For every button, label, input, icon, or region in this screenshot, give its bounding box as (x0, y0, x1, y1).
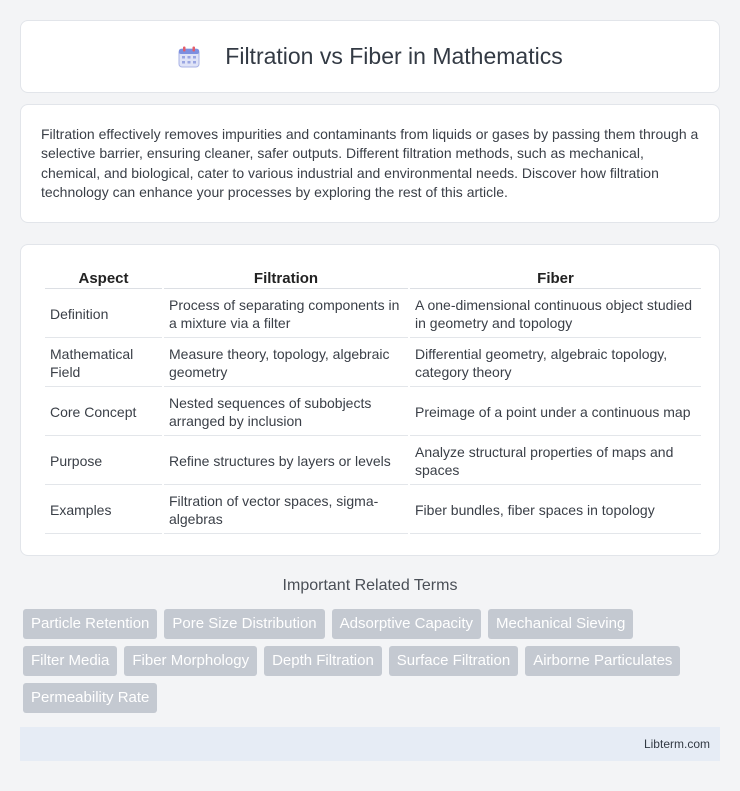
tag-mechanical-sieving[interactable]: Mechanical Sieving (488, 609, 633, 639)
table-cell: Definition (45, 291, 162, 338)
comparison-table-card (20, 244, 720, 556)
table-row (45, 291, 701, 338)
table-cell: Core Concept (45, 389, 162, 436)
tag-filter-media[interactable]: Filter Media (23, 646, 117, 676)
table-cell: Process of separating components in a mixture via a filter (164, 291, 408, 338)
tag-particle-retention[interactable]: Particle Retention (23, 609, 157, 639)
tag-depth-filtration[interactable]: Depth Filtration (264, 646, 382, 676)
table-row (45, 438, 701, 485)
intro-card (20, 104, 720, 223)
tag-fiber-morphology[interactable]: Fiber Morphology (124, 646, 257, 676)
calendar-icon (177, 45, 201, 69)
table-cell: Refine structures by layers or levels (164, 438, 408, 485)
header-card (20, 20, 720, 93)
table-cell: Fiber bundles, fiber spaces in topology (410, 487, 701, 534)
footer (20, 727, 720, 761)
tag-adsorptive-capacity[interactable]: Adsorptive Capacity (332, 609, 481, 639)
table-cell: Purpose (45, 438, 162, 485)
table-cell: Measure theory, topology, algebraic geometry (164, 340, 408, 387)
table-cell: Analyze structural properties of maps and spaces (410, 438, 701, 485)
header-fiber: Fiber (410, 267, 701, 289)
comparison-table (43, 265, 703, 536)
intro-paragraph: Filtration effectively removes impurities and contaminants from liquids or gases by passing them through a selective barrier, ensuring cleaner, safer outputs. Different filtration methods, such as mechanical, chemical, and biological, cater to various industrial and environmental needs. Discover how filtration technology can enhance your processes by exploring the rest of this article. (41, 126, 699, 201)
related-terms-tags (23, 609, 723, 720)
table-cell: A one-dimensional continuous object studied in geometry and topology (410, 291, 701, 338)
table-header-row (45, 267, 701, 289)
tag-pore-size-distribution[interactable]: Pore Size Distribution (164, 609, 324, 639)
table-cell: Nested sequences of subobjects arranged by inclusion (164, 389, 408, 436)
table-row (45, 389, 701, 436)
table-cell: Mathematical Field (45, 340, 162, 387)
table-cell: Differential geometry, algebraic topology, category theory (410, 340, 701, 387)
header-filtration: Filtration (164, 267, 408, 289)
related-terms-title: Important Related Terms (282, 577, 458, 594)
header-aspect: Aspect (45, 267, 162, 289)
tag-permeability-rate[interactable]: Permeability Rate (23, 683, 157, 713)
table-cell: Filtration of vector spaces, sigma-algebras (164, 487, 408, 534)
tag-surface-filtration[interactable]: Surface Filtration (389, 646, 518, 676)
table-cell: Examples (45, 487, 162, 534)
table-cell: Preimage of a point under a continuous map (410, 389, 701, 436)
tag-airborne-particulates[interactable]: Airborne Particulates (525, 646, 680, 676)
table-row (45, 340, 701, 387)
table-row (45, 487, 701, 534)
page-title: Filtration vs Fiber in Mathematics (225, 43, 563, 69)
footer-site-link[interactable]: Libterm.com (643, 737, 710, 751)
